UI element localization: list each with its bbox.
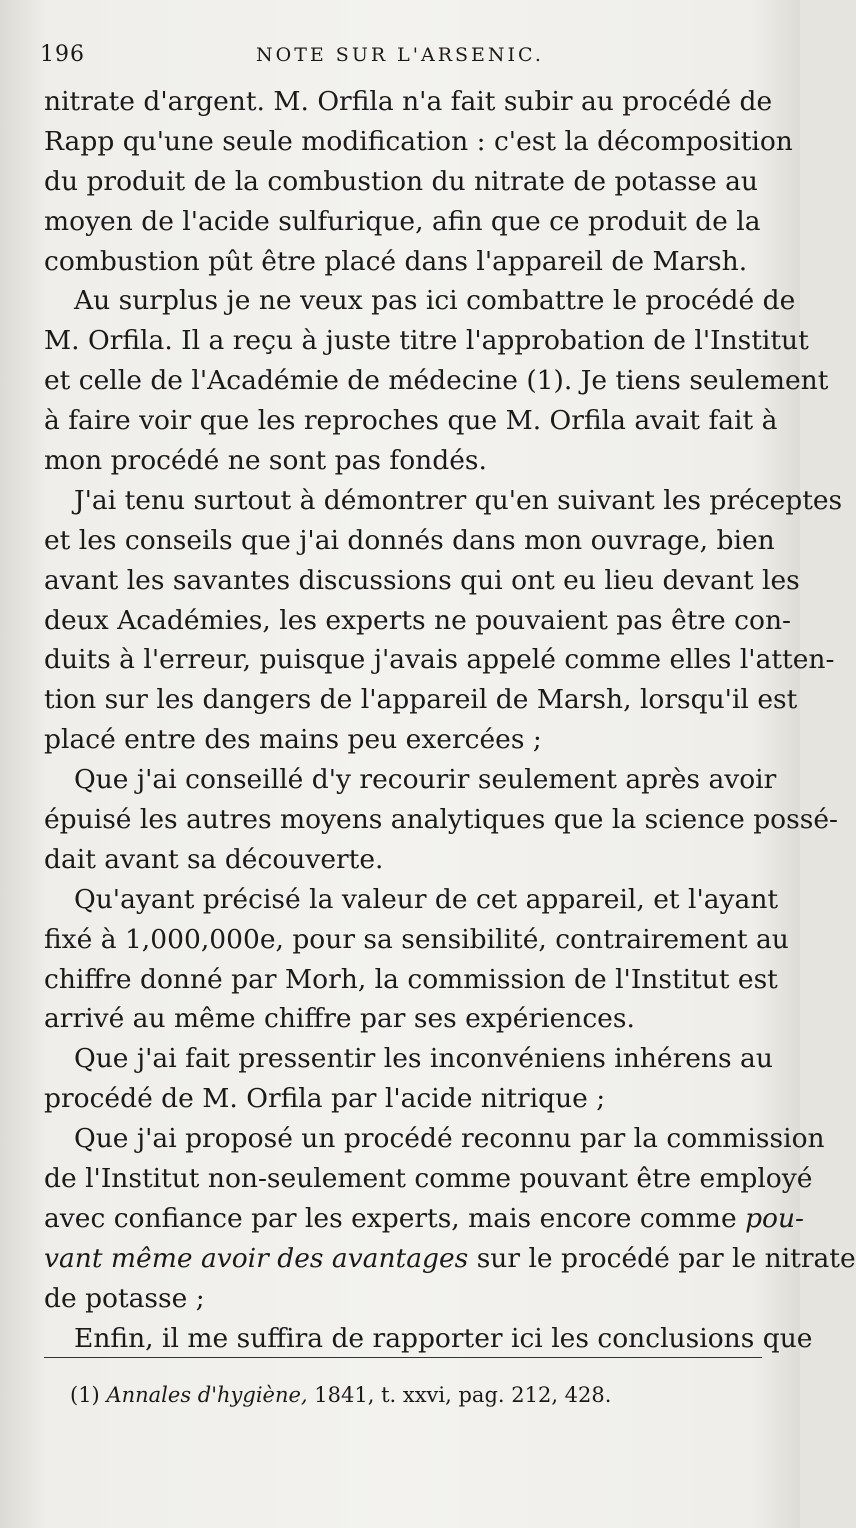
text-line: Que j'ai fait pressentir les inconvéniens inhérens au bbox=[74, 1043, 773, 1075]
text-run: sur le procédé par le nitrate bbox=[476, 1242, 856, 1274]
text-line: fixé à 1,000,000e, pour sa sensibilité, contrairement au bbox=[44, 923, 789, 955]
text-line: et celle de l'Académie de médecine (1). Je tiens seulement bbox=[44, 365, 829, 397]
text-line: et les conseils que j'ai donnés dans mon ouvrage, bien bbox=[44, 524, 775, 556]
text-line: de l'Institut non-seulement comme pouvant être employé bbox=[44, 1163, 813, 1195]
text-line: duits à l'erreur, puisque j'avais appelé comme elles l'atten- bbox=[44, 644, 835, 676]
text-line: dait avant sa découverte. bbox=[44, 843, 384, 875]
text-line: de potasse ; bbox=[44, 1282, 205, 1314]
text-line: Que j'ai conseillé d'y recourir seulement après avoir bbox=[74, 764, 777, 796]
page-header bbox=[40, 38, 760, 72]
text-line: Enfin, il me suffira de rapporter ici les conclusions que bbox=[74, 1322, 813, 1354]
footnote-rule bbox=[44, 1357, 762, 1358]
footnote-citation: 1841, t. xxvi, pag. 212, 428. bbox=[314, 1383, 612, 1407]
italic-run: vant même avoir des avantages bbox=[44, 1242, 469, 1274]
text-line bbox=[44, 1199, 805, 1239]
text-line: du produit de la combustion du nitrate de potasse au bbox=[44, 165, 758, 197]
italic-run: pou- bbox=[745, 1202, 805, 1234]
text-line bbox=[44, 1239, 856, 1279]
text-line: épuisé les autres moyens analytiques que la science possé- bbox=[44, 804, 838, 836]
footnote bbox=[70, 1380, 760, 1410]
text-line: à faire voir que les reproches que M. Orfila avait fait à bbox=[44, 405, 778, 437]
text-line: Qu'ayant précisé la valeur de cet appareil, et l'ayant bbox=[74, 883, 779, 915]
running-head: NOTE SUR L'ARSENIC. bbox=[256, 44, 544, 66]
body-text bbox=[44, 82, 856, 1359]
text-line: Que j'ai proposé un procédé reconnu par la commission bbox=[74, 1123, 825, 1155]
text-line: Rapp qu'une seule modification : c'est la décomposition bbox=[44, 125, 793, 157]
text-line: mon procédé ne sont pas fondés. bbox=[44, 445, 487, 477]
text-line: avant les savantes discussions qui ont eu lieu devant les bbox=[44, 564, 800, 596]
text-line: J'ai tenu surtout à démontrer qu'en suivant les préceptes bbox=[74, 484, 843, 516]
text-line: placé entre des mains peu exercées ; bbox=[44, 724, 542, 756]
text-run: avec confiance par les experts, mais encore comme bbox=[44, 1202, 737, 1234]
footnote-source: Annales d'hygiène, bbox=[106, 1383, 308, 1407]
page-number: 196 bbox=[40, 42, 85, 67]
text-line: M. Orfila. Il a reçu à juste titre l'approbation de l'Institut bbox=[44, 325, 809, 357]
text-line: nitrate d'argent. M. Orfila n'a fait subir au procédé de bbox=[44, 86, 773, 117]
text-line: combustion pût être placé dans l'appareil de Marsh. bbox=[44, 245, 748, 277]
text-line: procédé de M. Orfila par l'acide nitrique ; bbox=[44, 1083, 606, 1115]
text-line: moyen de l'acide sulfurique, afin que ce produit de la bbox=[44, 205, 761, 237]
text-line: Au surplus je ne veux pas ici combattre le procédé de bbox=[74, 285, 796, 317]
text-line: tion sur les dangers de l'appareil de Marsh, lorsqu'il est bbox=[44, 684, 798, 716]
text-line: arrivé au même chiffre par ses expériences. bbox=[44, 1003, 635, 1035]
text-line: chiffre donné par Morh, la commission de l'Institut est bbox=[44, 963, 778, 995]
text-line: deux Académies, les experts ne pouvaient pas être con- bbox=[44, 604, 791, 636]
footnote-marker: (1) bbox=[70, 1383, 100, 1407]
